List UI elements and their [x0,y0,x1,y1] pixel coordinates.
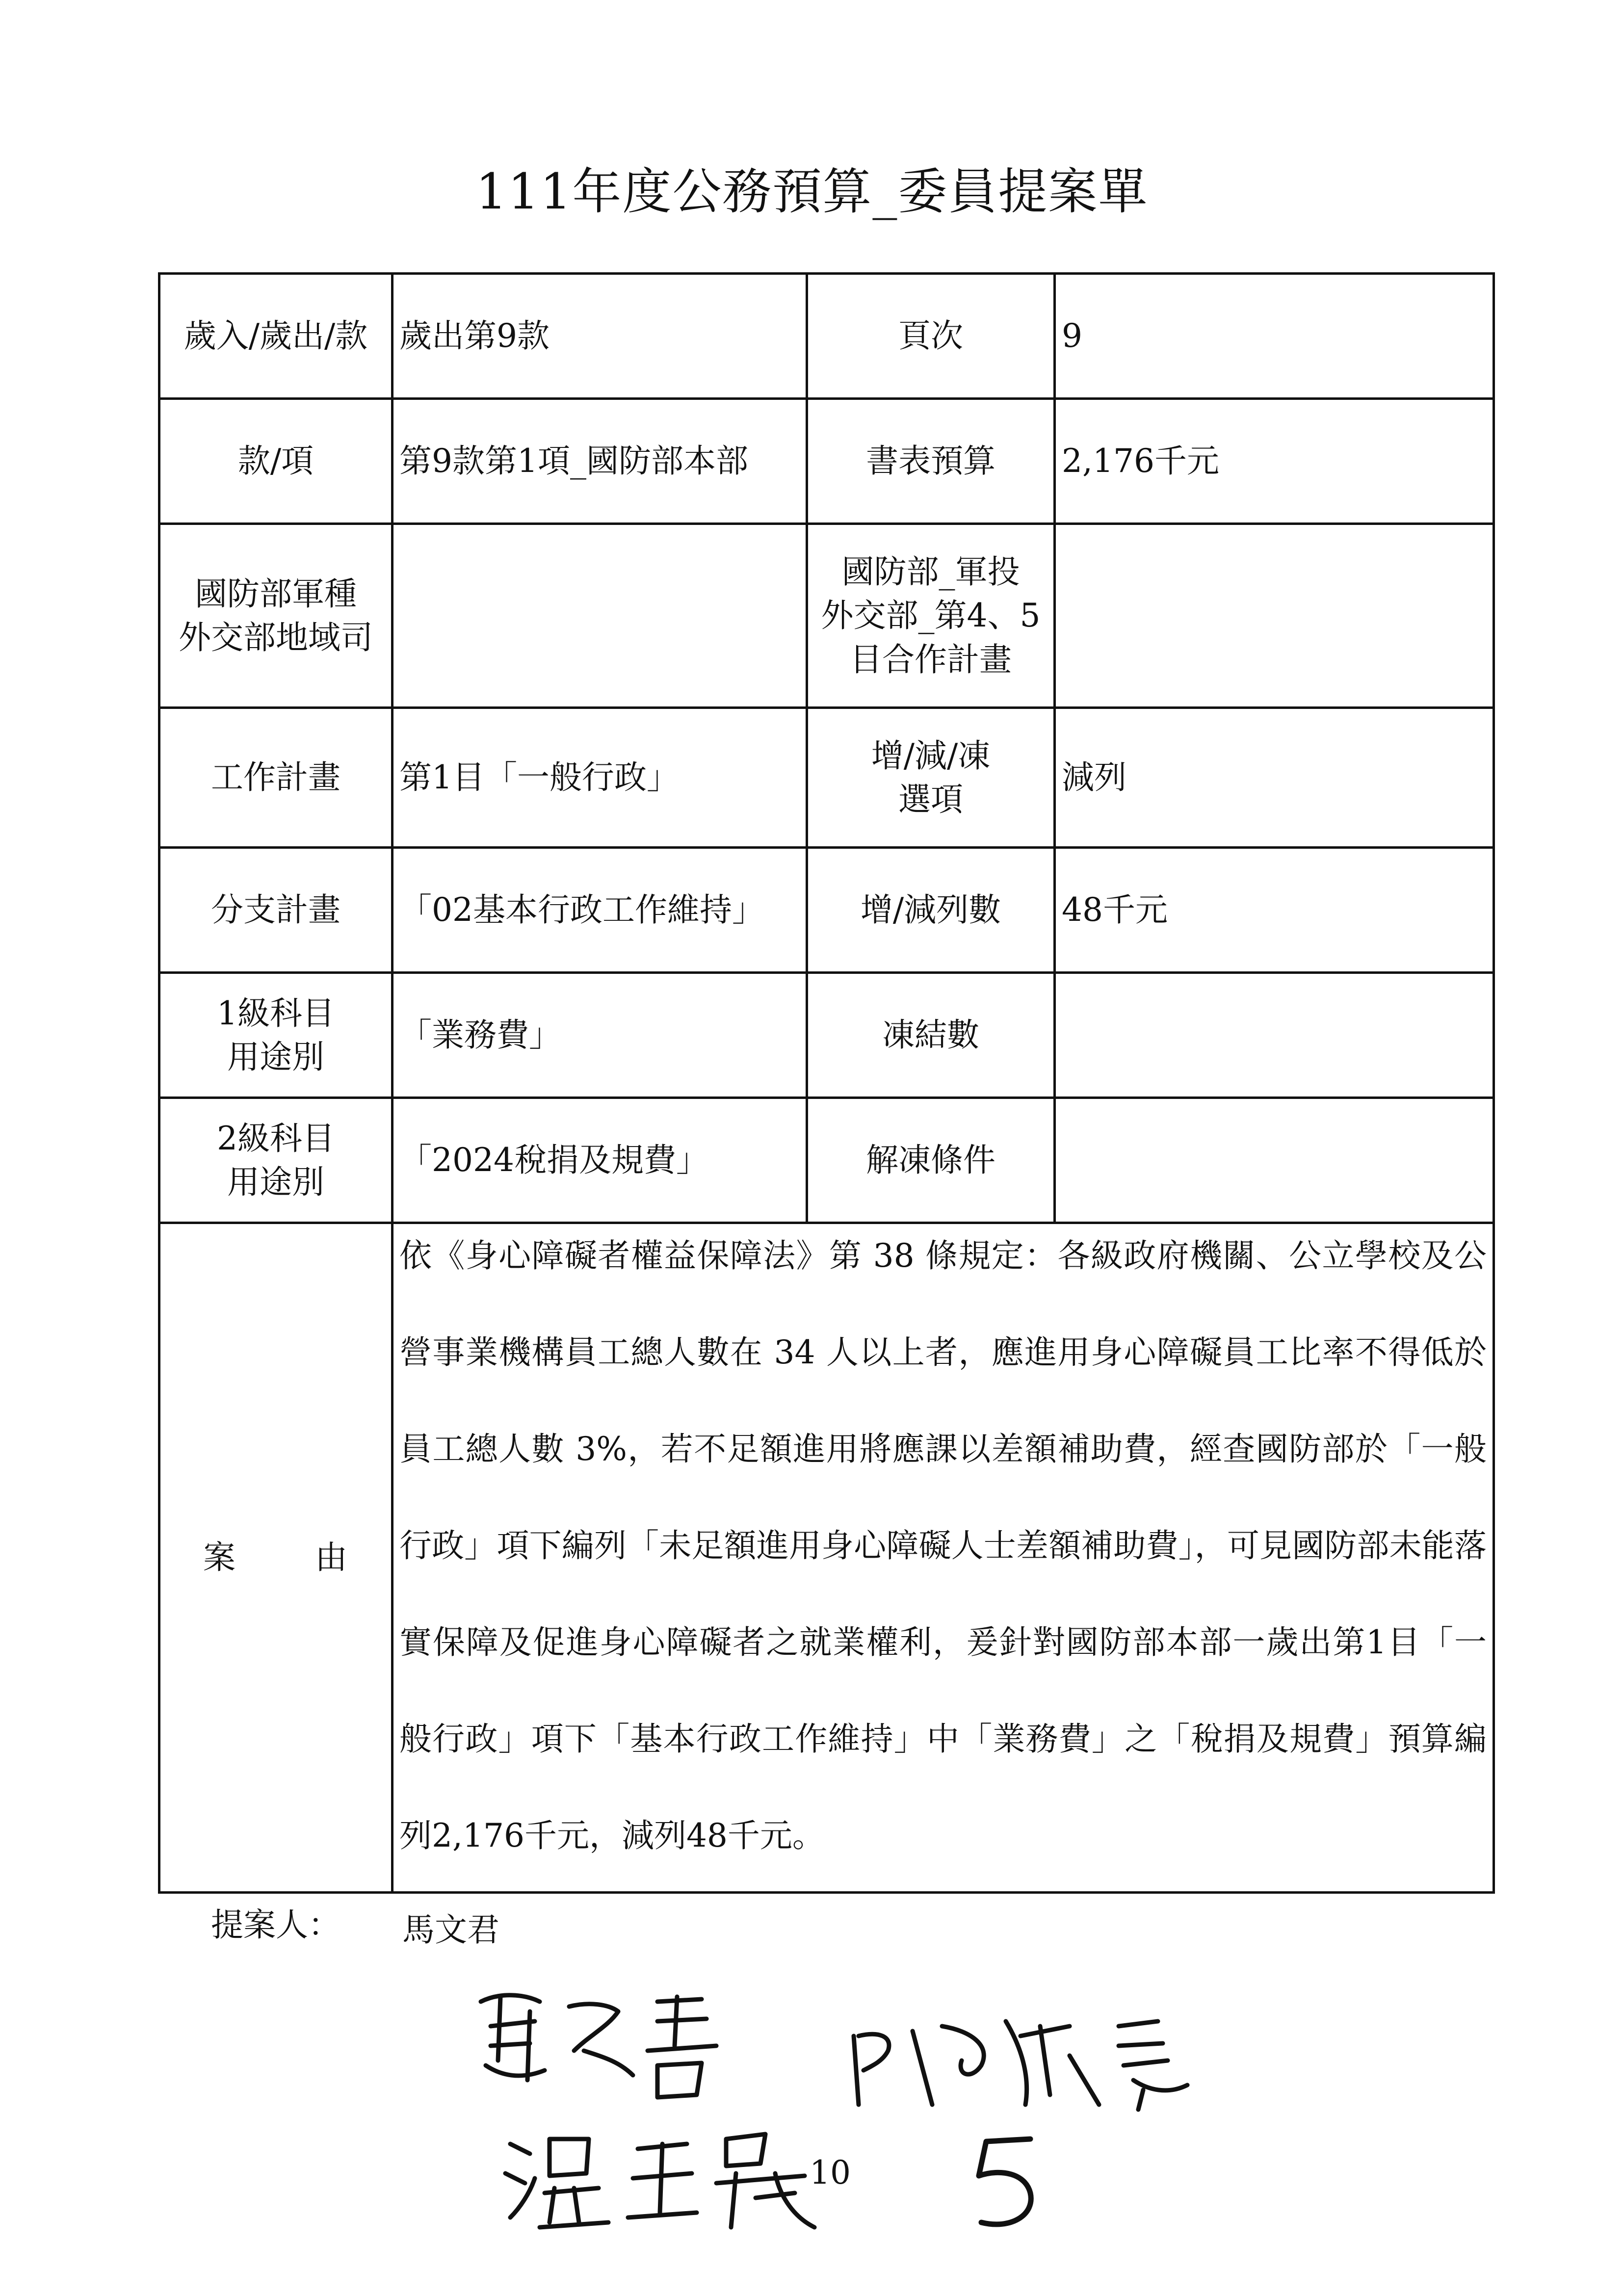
table-row [159,399,1494,524]
cell-label: 款/項 [159,399,393,524]
cell-value: 「業務費」 [393,973,807,1098]
cell-value: 9 [1055,274,1494,399]
cell-label [159,524,393,708]
cell-value [1055,524,1494,708]
cell-value: 2,176千元 [1055,399,1494,524]
reason-cell [393,1223,1494,1893]
cell-value: 歲出第9款 [393,274,807,399]
cell-value [1055,1098,1494,1223]
cell-label-line: 目合作計畫 [850,640,1012,678]
cell-label-line: 2級科目 [217,1119,335,1157]
table-row [159,274,1494,399]
cell-value: 第9款第1項_國防部本部 [393,399,807,524]
table-row [159,524,1494,708]
table-row [159,973,1494,1098]
proposer-label: 提案人： [211,1906,341,1944]
proposer-name: 馬文君 [402,1911,499,1949]
cell-label-line: 外交部地域司 [179,619,373,656]
table-row [159,1098,1494,1223]
cell-label-line: 選項 [898,781,963,818]
signature-number [957,2129,1055,2237]
proposal-table [158,272,1495,1894]
cell-value: 「02基本行政工作維持」 [393,848,807,973]
page-number: 10 [810,2154,851,2192]
cell-label [159,973,393,1098]
reason-text: 依《身心障礙者權益保障法》第 38 條規定：各級政府機關、公立學校及公營事業機構員工總人數在 34 人以上者，應進用身心障礙員工比率不得低於員工總人數 3%，若不足額進用將應課以差額補助費，經查國防部於「一般行政」項下編列「未足額進用身心障礙人士差額補助費」，可見國防部未能落實保障及促進身心障礙者之就業權利，爰針對國防部本部一歲出第1目「一般行政」項下「基本行政工作維持」中「業務費」之「稅捐及規費」預算編列2,176千元，減列48千元。 [399,1236,1487,1854]
cell-label-line: 1級科目 [217,994,335,1032]
reason-label-char: 由 [315,1539,348,1577]
cell-label-line: 外交部_第4、5 [821,597,1041,635]
cell-label-line: 用途別 [227,1038,324,1076]
cell-label [807,524,1055,708]
table-row-reason [159,1223,1494,1893]
cell-label: 增/減列數 [807,848,1055,973]
cell-value [393,524,807,708]
cell-label: 書表預算 [807,399,1055,524]
table-row [159,848,1494,973]
cell-value: 48千元 [1055,848,1494,973]
cell-value: 第1目「一般行政」 [393,708,807,848]
signature-wen-yu-xia [500,2119,824,2237]
reason-label [159,1223,393,1893]
cell-label: 歲入/歲出/款 [159,274,393,399]
cell-label: 分支計畫 [159,848,393,973]
cell-label: 頁次 [807,274,1055,399]
cell-label [807,708,1055,848]
cell-label: 凍結數 [807,973,1055,1098]
cell-label: 解凍條件 [807,1098,1055,1223]
cell-label [159,1098,393,1223]
cell-label-line: 國防部_軍投 [841,553,1020,591]
cell-label: 工作計畫 [159,708,393,848]
cell-value: 「2024稅捐及規費」 [393,1098,807,1223]
table-row [159,708,1494,848]
signature-chen-ming-wen [844,2007,1217,2114]
reason-label-char: 案 [203,1539,236,1577]
cell-value [1055,973,1494,1098]
form-title: 111年度公務預算_委員提案單 [475,163,1149,220]
cell-label-line: 增/減/凍 [871,736,991,775]
signature-ma-wen-jun [471,1982,746,2110]
cell-label-line: 用途別 [227,1163,324,1201]
cell-label-line: 國防部軍種 [195,574,357,613]
cell-value: 減列 [1055,708,1494,848]
